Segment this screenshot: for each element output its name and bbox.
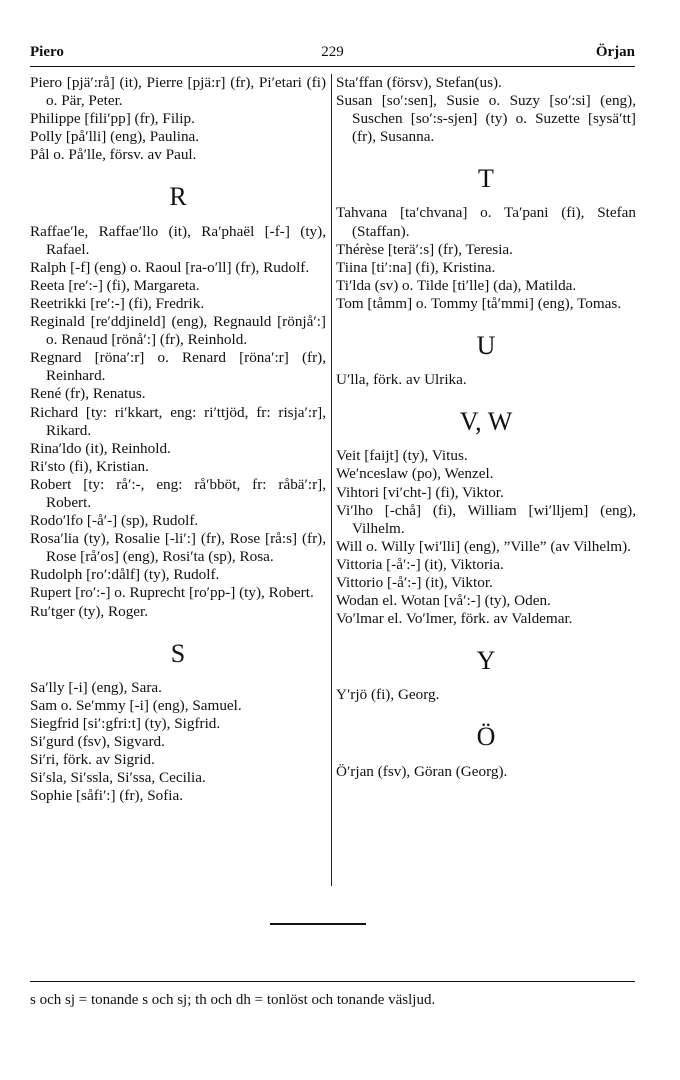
- footnote-rule: [30, 981, 635, 982]
- dictionary-entry: Si′sla, Si′ssla, Si′ssa, Cecilia.: [30, 769, 206, 787]
- dictionary-entry: We′nceslaw (po), Wenzel.: [336, 465, 494, 483]
- dictionary-entry: Si′gurd (fsv), Sigvard.: [30, 733, 165, 750]
- footnote: s och sj = tonande s och sj; th och dh = tonlöst och tonande väsljud.: [30, 992, 436, 1008]
- dictionary-entry: Sophie [såfi′:] (fr), Sofia.: [30, 787, 184, 805]
- dictionary-entry: Vihtori [vi′cht-] (fi), Viktor.: [336, 483, 504, 501]
- dictionary-entry: Thérèse [terä′:s] (fr), Teresia.: [336, 240, 513, 258]
- running-head-left: Piero: [30, 44, 64, 60]
- column-divider: [331, 74, 332, 886]
- dictionary-entry: Sa′lly [-i] (eng), Sara.: [30, 678, 162, 696]
- section-letter: S: [170, 638, 186, 668]
- section-letter: U: [476, 331, 496, 361]
- dictionary-entry: Vi′lho [-chå] (fi), William [wi′lljem] (eng), Vilhelm.: [336, 501, 636, 537]
- dictionary-entry: Reeta [re′:-] (fi), Margareta.: [30, 276, 200, 294]
- dictionary-entry: Rupert [ro′:-] o. Ruprecht [ro′pp-] (ty), Robert.: [30, 584, 314, 602]
- dictionary-entry: Rodo′lfo [-å′-] (sp), Rudolf.: [30, 512, 199, 530]
- section-letter: Y: [476, 646, 496, 676]
- left-column: [30, 74, 326, 805]
- dictionary-entry: Piero [pjä′:rå] (it), Pierre [pjä:r] (fr), Pi′etari (fi) o. Pär, Peter.: [30, 74, 326, 110]
- end-rule: [270, 923, 366, 925]
- dictionary-entry: Si′ri, förk. av Sigrid.: [30, 751, 155, 769]
- dictionary-entry: Vittorio [-å′:-] (it), Viktor.: [336, 573, 493, 591]
- dictionary-entry: Vittoria [-å′:-] (it), Viktoria.: [336, 555, 504, 573]
- dictionary-entry: Ö′rjan (fsv), Göran (Georg).: [336, 762, 508, 780]
- dictionary-entry: Veit [faijt] (ty), Vitus.: [336, 447, 468, 465]
- dictionary-entry: Tahvana [ta′chvana] o. Ta′pani (fi), Stefan (Staffan).: [336, 204, 636, 240]
- section-letter: V, W: [459, 407, 513, 437]
- dictionary-entry: Wodan el. Wotan [vå′:-] (ty), Oden.: [336, 592, 551, 610]
- dictionary-entry: Reginald [re′ddjineld] (eng), Regnauld [rönjå′:] o. Renaud [rönå′:] (fr), Reinhold.: [30, 313, 326, 349]
- dictionary-entry: Tom [tåmm] o. Tommy [tå′mmi] (eng), Tomas.: [336, 294, 622, 312]
- dictionary-entry: Siegfrid [si′:gfri:t] (ty), Sigfrid.: [30, 714, 221, 732]
- section-letter: R: [169, 182, 187, 212]
- dictionary-entry: Polly [på′lli] (eng), Paulina.: [30, 128, 200, 146]
- dictionary-entry: Robert [ty: rå′:-, eng: rå′bböt, fr: råbä′:r], Robert.: [30, 475, 326, 511]
- dictionary-entry: Rudolph [ro′:dålf] (ty), Rudolf.: [30, 566, 220, 584]
- dictionary-entry: Rosa′lia (ty), Rosalie [-li′:] (fr), Rose [rå:s] (fr), Rose [rå′os] (eng), Rosi′ta (sp), Rosa.: [30, 530, 326, 566]
- dictionary-entry: Rina′ldo (it), Reinhold.: [30, 439, 171, 457]
- dictionary-entry: Reetrikki [re′:-] (fi), Fredrik.: [30, 294, 205, 312]
- dictionary-entry: Y′rjö (fi), Georg.: [336, 686, 440, 704]
- dictionary-entry: Sta′ffan (försv), Stefan(us).: [336, 74, 502, 91]
- dictionary-entry: Regnard [röna′:r] o. Renard [röna′:r] (fr), Reinhard.: [30, 349, 326, 385]
- page-number: 229: [321, 44, 344, 60]
- dictionary-entry: Ru′tger (ty), Roger.: [30, 602, 149, 620]
- header-rule: [30, 66, 635, 67]
- dictionary-entry: Tiina [ti′:na] (fi), Kristina.: [336, 258, 496, 276]
- section-letter: T: [478, 164, 494, 194]
- section-letter: Ö: [476, 722, 496, 752]
- dictionary-entry: Ri′sto (fi), Kristian.: [30, 457, 149, 475]
- right-column: [336, 74, 636, 781]
- dictionary-entry: Susan [so′:sen], Susie o. Suzy [so′:si] (eng), Suschen [so′:s-sjen] (ty) o. Suzette [sysä′tt] (fr), Susanna.: [336, 92, 636, 146]
- dictionary-entry: Raffae′le, Raffae′llo (it), Ra′phaël [-f-] (ty), Rafael.: [30, 222, 326, 258]
- dictionary-entry: Ti′lda (sv) o. Tilde [ti′lle] (da), Matilda.: [336, 276, 577, 294]
- dictionary-entry: Will o. Willy [wi′lli] (eng), ”Ville” (av Vilhelm).: [336, 537, 631, 555]
- dictionary-entry: Richard [ty: ri′kkart, eng: ri′ttjöd, fr: risja′:r], Rikard.: [30, 403, 326, 439]
- dictionary-entry: Vo′lmar el. Vo′lmer, förk. av Valdemar.: [336, 610, 573, 628]
- dictionary-entry: Philippe [fili′pp] (fr), Filip.: [30, 110, 195, 128]
- dictionary-entry: Pål o. På′lle, försv. av Paul.: [30, 146, 197, 164]
- dictionary-entry: U′lla, förk. av Ulrika.: [336, 371, 467, 389]
- dictionary-entry: René (fr), Renatus.: [30, 385, 146, 403]
- page-header: [30, 44, 635, 64]
- running-head-right: Örjan: [595, 44, 635, 60]
- dictionary-entry: Ralph [-f] (eng) o. Raoul [ra-o′ll] (fr), Rudolf.: [30, 258, 310, 276]
- dictionary-entry: Sam o. Se′mmy [-i] (eng), Samuel.: [30, 696, 242, 714]
